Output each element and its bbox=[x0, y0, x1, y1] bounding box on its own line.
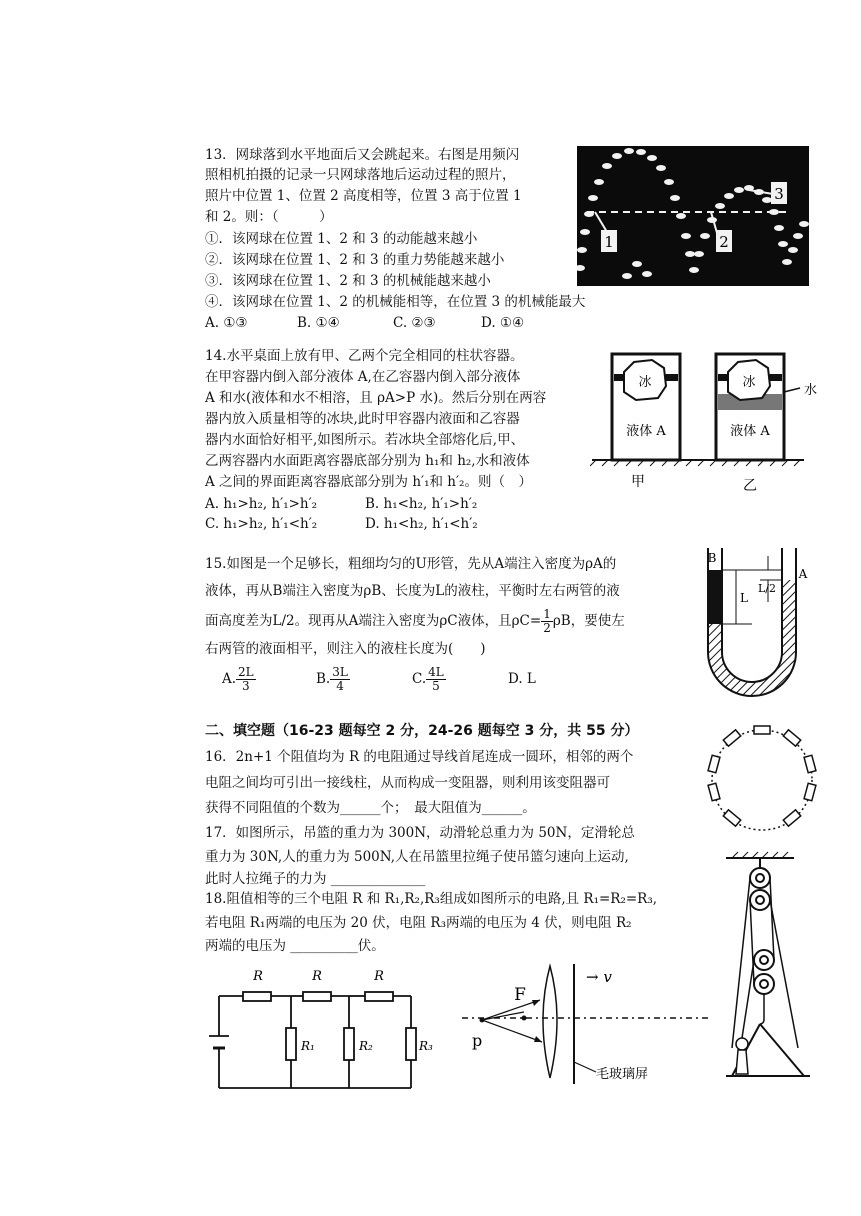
q18-stem-line-1: 18.阻值相等的三个电阻 R 和 R₁,R₂,R₃组成如图所示的电路,且 R₁=R₂=R₃, bbox=[205, 891, 658, 907]
q13-stem-line-2: 照相机拍摄的记录一只网球落地后运动过程的照片， bbox=[205, 167, 516, 183]
section-2-title: 二、填空题（16-23 题每空 2 分，24-26 题每空 3 分，共 55 分） bbox=[205, 723, 639, 739]
lens-screen-figure bbox=[462, 960, 712, 1090]
q15-u-tube-figure bbox=[700, 542, 810, 712]
q15-options bbox=[222, 666, 536, 693]
q15-stem-line-4: 右两管的液面相平，则注入的液柱长度为( ) bbox=[205, 641, 486, 657]
screen-velocity-label: → v bbox=[586, 968, 612, 986]
q15-option-d: D. L bbox=[508, 671, 536, 687]
q17-stem-line-3: 此时人拉绳子的力为 ______________ bbox=[205, 871, 426, 887]
q13-option-a: A. ①③ bbox=[205, 315, 248, 331]
lens-label-f: F bbox=[514, 985, 526, 1005]
q15-stem-line-3-pre: 面高度差为L/2。现再从A端注入密度为ρC液体，且ρC= bbox=[205, 613, 542, 629]
q15-option-b: B. $\frac{3L}{4}$ bbox=[316, 665, 348, 693]
q13-option-d: D. ①④ bbox=[481, 315, 525, 331]
q15-label-l: L bbox=[740, 591, 748, 605]
q16-resistor-ring-figure bbox=[704, 722, 820, 838]
q13-option-c: C. ②③ bbox=[393, 315, 436, 331]
q13-statement-3: ③．该网球在位置 1、2 和 3 的机械能越来越小 bbox=[205, 273, 491, 289]
q14-option-b: B. h₁<h₂, h′₁>h′₂ bbox=[365, 496, 478, 512]
q14-stem-line-3: A 和水(液体和水不相溶，且 ρA>P 水)。然后分别在两容 bbox=[205, 390, 547, 406]
q14-ice-label-jia: 冰 bbox=[638, 375, 652, 390]
q16-stem-line-2: 电阻之间均可引出一接线柱，从而构成一变阻器，则利用该变阻器可 bbox=[205, 775, 610, 791]
q14-water-label: 水 bbox=[804, 383, 818, 398]
q14-stem-line-4: 器内放入质量相等的冰块,此时甲容器内液面和乙容器 bbox=[205, 411, 520, 427]
q15-option-c: C. $\frac{4L}{5}$ bbox=[412, 665, 444, 693]
q18-resistor-r1-label: R₁ bbox=[301, 1039, 315, 1053]
q14-ice-label-yi: 冰 bbox=[742, 375, 756, 390]
q18-resistor-r3-label: R₃ bbox=[419, 1039, 433, 1053]
lens-label-p: p bbox=[472, 1031, 483, 1050]
q14-option-d: D. h₁<h₂, h′₁<h′₂ bbox=[365, 516, 478, 532]
q14-liquid-label-yi: 液体 A bbox=[730, 424, 770, 439]
q18-resistor-r-label-1: R bbox=[253, 969, 263, 984]
q14-label-yi: 乙 bbox=[743, 478, 757, 494]
q15-stem-line-3 bbox=[205, 608, 625, 635]
q14-option-a: A. h₁>h₂, h′₁>h′₂ bbox=[205, 496, 318, 512]
q13-stem-line-1: 13．网球落到水平地面后又会跳起来。右图是用频闪 bbox=[205, 147, 520, 163]
q18-circuit-figure bbox=[205, 960, 440, 1094]
q18-resistor-r-label-3: R bbox=[374, 969, 384, 984]
q13-photo-label-2: 2 bbox=[719, 233, 729, 251]
q15-stem-line-3-post: ρB，要使左 bbox=[552, 613, 625, 629]
q14-stem-line-1: 14.水平桌面上放有甲、乙两个完全相同的柱状容器。 bbox=[205, 348, 524, 364]
q14-stem-line-2: 在甲容器内倒入部分液体 A,在乙容器内倒入部分液体 bbox=[205, 369, 521, 385]
q15-label-b: B bbox=[707, 551, 717, 565]
q16-stem-line-1: 16．2n+1 个阻值均为 R 的电阻通过导线首尾连成一圆环，相邻的两个 bbox=[205, 749, 634, 765]
q13-tennis-photo bbox=[577, 146, 809, 286]
q13-options bbox=[205, 315, 524, 331]
q18-resistor-r-label-2: R bbox=[312, 969, 322, 984]
q17-pulley-basket-figure bbox=[712, 848, 820, 1084]
q13-stem-line-3: 照片中位置 1、位置 2 高度相等，位置 3 高于位置 1 bbox=[205, 188, 522, 204]
q17-stem-line-2: 重力为 30N,人的重力为 500N,人在吊篮里拉绳子使吊篮匀速向上运动, bbox=[205, 849, 629, 865]
q14-stem-line-5: 器内水面恰好相平,如图所示。若冰块全部熔化后,甲、 bbox=[205, 432, 525, 448]
q14-options-row-1 bbox=[205, 496, 477, 512]
q13-photo-label-1: 1 bbox=[604, 233, 614, 251]
q16-stem-line-3: 获得不同阻值的个数为______个； 最大阻值为______。 bbox=[205, 800, 536, 816]
q13-option-b: B. ①④ bbox=[297, 315, 340, 331]
q15-stem-line-2: 液体，再从B端注入密度为ρB、长度为L的液柱，平衡时左右两管的液 bbox=[205, 583, 620, 599]
q14-containers-figure bbox=[590, 350, 820, 498]
screen-label: 毛玻璃屏 bbox=[596, 1067, 649, 1082]
q17-stem-line-1: 17．如图所示，吊篮的重力为 300N，动滑轮总重力为 50N，定滑轮总 bbox=[205, 825, 635, 841]
q13-photo-label-3: 3 bbox=[774, 185, 784, 203]
q14-label-jia: 甲 bbox=[631, 474, 645, 490]
q14-options-row-2 bbox=[205, 516, 478, 532]
q18-stem-line-3: 两端的电压为 __________伏。 bbox=[205, 938, 385, 954]
q14-stem-line-7: A 之间的界面距离容器底部分别为 h′₁和 h′₂。则（ ） bbox=[205, 474, 532, 490]
q15-one-half-fraction: $\frac{1}{2}$ bbox=[543, 607, 551, 635]
q15-label-a: A bbox=[798, 567, 808, 581]
q13-statement-4: ④．该网球在位置 1、2 的机械能相等，在位置 3 的机械能最大 bbox=[205, 294, 586, 310]
q13-statement-1: ①．该网球在位置 1、2 和 3 的动能越来越小 bbox=[205, 231, 478, 247]
q14-option-c: C. h₁>h₂, h′₁<h′₂ bbox=[205, 516, 318, 532]
q14-stem-line-6: 乙两容器内水面距离容器底部分别为 h₁和 h₂,水和液体 bbox=[205, 453, 530, 469]
q13-statement-2: ②．该网球在位置 1、2 和 3 的重力势能越来越小 bbox=[205, 252, 505, 268]
q15-stem-line-1: 15.如图是一个足够长，粗细均匀的U形管，先从A端注入密度为ρA的 bbox=[205, 556, 617, 572]
q15-option-a: A. $\frac{2L}{3}$ bbox=[222, 665, 254, 693]
q18-resistor-r2-label: R₂ bbox=[359, 1039, 373, 1053]
q13-stem-line-4: 和 2。则：（ ） bbox=[205, 209, 333, 225]
q14-liquid-label-jia: 液体 A bbox=[626, 424, 666, 439]
q18-stem-line-2: 若电阻 R₁两端的电压为 20 伏，电阻 R₃两端的电压为 4 伏，则电阻 R₂ bbox=[205, 915, 632, 931]
q15-label-l-half: L/2 bbox=[758, 582, 777, 595]
